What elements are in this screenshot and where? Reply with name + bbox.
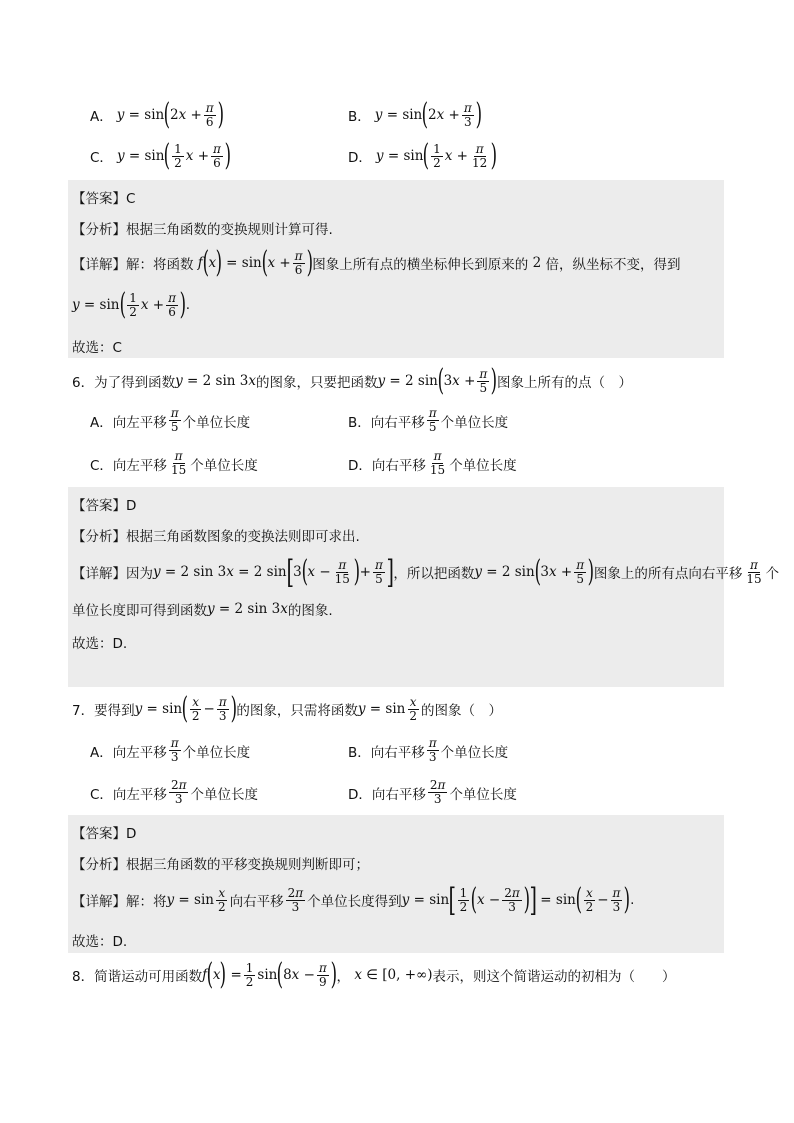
- q5-option-d: D． y = sin ( $\frac{1}{2}$ x + $\frac{\pi}{12}$ ): [348, 138, 498, 173]
- q6-detail-line1: 【详解】因为 y = 2 sin 3 x = 2 sin [ 3 ( x − $\frac{\pi}{15}$ ) + $\frac{\pi}{5}$ ] ，所以把函数 y = 2 sin ( 3 x + $\frac{\pi}{5}$ ) 图象上的所有点向右平移 $\frac{\pi}{15}$ 个: [72, 553, 780, 591]
- q5-option-b: B． y = sin ( 2 x + $\frac{\pi}{3}$ ): [348, 97, 482, 132]
- q6-choice: 故选：D.: [72, 636, 128, 652]
- q7-option-d: D．向右平移 $\frac{2\pi}{3}$ 个单位长度: [348, 778, 517, 806]
- q7-answer: 【答案】D: [72, 826, 137, 842]
- q7-stem: 7．要得到 y = sin ( $\frac{x}{2}$ − $\frac{\pi}{3}$ ) 的图象，只需将函数 y = sin $\frac{x}{2}$ 的图象（ ）: [72, 691, 503, 726]
- q7-option-b: B．向右平移 $\frac{\pi}{3}$ 个单位长度: [348, 736, 509, 764]
- q5-detail-line1: 【详解】解：将函数 f ( x ) = sin ( x + $\frac{\pi}{6}$ ) 图象上所有点的横坐标伸长到原来的 2 倍，纵坐标不变，得到: [72, 245, 681, 280]
- q6-detail-line2: 单位长度即可得到函数 y = 2 sin 3 x 的图象.: [72, 601, 333, 619]
- q6-option-c: C．向左平移 $\frac{\pi}{15}$ 个单位长度: [90, 449, 258, 477]
- q7-detail: 【详解】解：将 y = sin $\frac{x}{2}$ 向右平移 $\frac{2\pi}{3}$ 个单位长度得到 y = sin [ $\frac{1}{2}$ ( x − $\frac{2\pi}{3}$ ) ] = sin ( $\frac{x}{2}$ − $\frac{\pi}{3}$ ) .: [72, 881, 635, 919]
- q5-choice: 故选：C: [72, 340, 122, 356]
- q7-analysis: 【分析】根据三角函数的平移变换规则判断即可；: [72, 857, 369, 873]
- q6-answer: 【答案】D: [72, 498, 137, 514]
- q6-stem: 6．为了得到函数 y = 2 sin 3 x 的图象，只要把函数 y = 2 sin ( 3 x + $\frac{\pi}{5}$ ) 图象上所有的点（ ）: [72, 363, 632, 398]
- q5-answer: 【答案】C: [72, 191, 136, 207]
- q6-option-d: D．向右平移 $\frac{\pi}{15}$ 个单位长度: [348, 449, 517, 477]
- q7-choice: 故选：D.: [72, 934, 128, 950]
- q5-detail-line2: y = sin ( $\frac{1}{2}$ x + $\frac{\pi}{6}$ ) .: [72, 287, 190, 322]
- q8-stem: 8．简谐运动可用函数 f ( x ) = $\frac{1}{2}$ sin ( 8 x − $\frac{\pi}{9}$ ) ， x ∈ [0, +∞) 表示，则这个简谐运动的初相为（ ）: [72, 957, 676, 992]
- q5-option-c: C． y = sin ( $\frac{1}{2}$ x + $\frac{\pi}{6}$ ): [90, 138, 232, 173]
- q7-option-c: C．向左平移 $\frac{2\pi}{3}$ 个单位长度: [90, 778, 258, 806]
- q5-analysis: 【分析】根据三角函数的变换规则计算可得.: [72, 222, 333, 238]
- q6-option-b: B．向右平移 $\frac{\pi}{5}$ 个单位长度: [348, 406, 509, 434]
- q6-analysis: 【分析】根据三角函数图象的变换法则即可求出.: [72, 529, 360, 545]
- q6-solution-background: [68, 487, 724, 687]
- q5-option-a: A． y = sin ( 2 x + $\frac{\pi}{6}$ ): [90, 97, 224, 132]
- q6-option-a: A．向左平移 $\frac{\pi}{5}$ 个单位长度: [90, 406, 251, 434]
- q7-option-a: A．向左平移 $\frac{\pi}{3}$ 个单位长度: [90, 736, 251, 764]
